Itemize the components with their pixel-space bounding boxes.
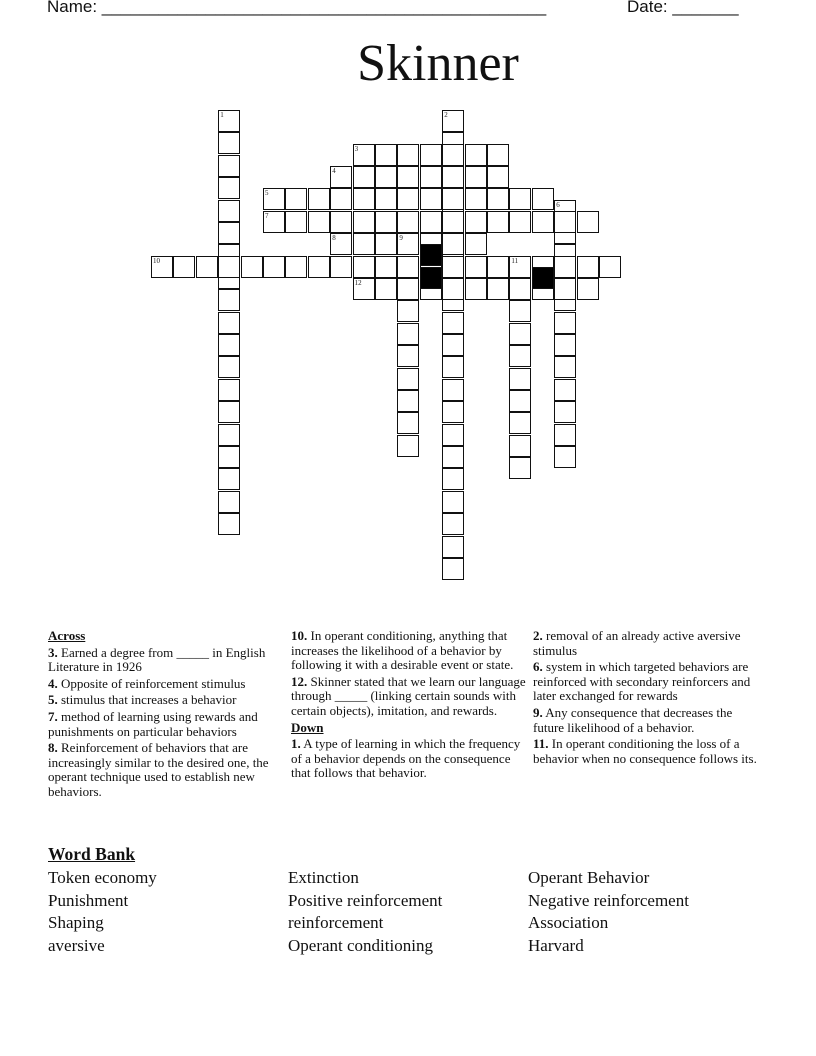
clue-number: 9 xyxy=(399,234,403,243)
grid-cell[interactable] xyxy=(218,155,240,177)
grid-cell[interactable] xyxy=(173,256,195,278)
word-bank-item: Positive reinforcement xyxy=(288,890,443,910)
grid-cell[interactable] xyxy=(487,166,509,188)
clue-number: 4 xyxy=(332,167,336,175)
grid-cell[interactable] xyxy=(442,379,464,401)
clue-number: 10 xyxy=(153,256,160,265)
grid-cell[interactable] xyxy=(509,412,531,434)
grid-cell[interactable] xyxy=(375,211,397,233)
word-bank-item: Extinction xyxy=(288,868,359,887)
grid-cell[interactable] xyxy=(353,256,375,278)
grid-cell[interactable] xyxy=(375,166,397,188)
grid-cell[interactable] xyxy=(554,211,576,233)
clue-number: 6 xyxy=(556,200,560,209)
word-bank-item: Harvard xyxy=(528,936,584,956)
clue-across-8: 8. Reinforcement of behaviors that are increasingly similar to the desired one, the operant technique used to establish new behaviors. xyxy=(48,740,269,799)
grid-cell[interactable] xyxy=(397,188,419,210)
grid-cell[interactable] xyxy=(465,188,487,210)
grid-cell[interactable] xyxy=(442,110,464,132)
grid-cell[interactable] xyxy=(263,256,285,278)
word-bank-column-3 xyxy=(528,867,689,958)
grid-cell[interactable] xyxy=(218,222,240,244)
grid-cell[interactable] xyxy=(397,323,419,345)
clue-across-5: 5. stimulus that increases a behavior xyxy=(48,692,237,708)
grid-cell[interactable] xyxy=(554,278,576,300)
grid-cell[interactable] xyxy=(442,278,464,300)
down-heading: Down xyxy=(291,719,324,735)
grid-cell[interactable] xyxy=(397,144,419,166)
grid-cell[interactable] xyxy=(509,323,531,345)
grid-cell[interactable] xyxy=(397,435,419,457)
grid-cell[interactable] xyxy=(218,334,240,356)
grid-cell[interactable] xyxy=(285,188,307,210)
grid-cell[interactable] xyxy=(465,233,487,255)
word-bank-item: Operant Behavior xyxy=(528,868,650,887)
grid-cell[interactable] xyxy=(442,256,464,278)
clue-down-1: 1. A type of learning in which the frequency of a behavior depends on the consequence that follows that behavior. xyxy=(291,736,521,781)
grid-cell[interactable] xyxy=(353,278,375,300)
grid-cell[interactable] xyxy=(532,211,554,233)
grid-cell[interactable] xyxy=(465,166,487,188)
grid-cell[interactable] xyxy=(442,446,464,468)
grid-cell[interactable] xyxy=(554,312,576,334)
grid-cell[interactable] xyxy=(554,256,576,278)
grid-cell[interactable] xyxy=(218,424,240,446)
clue-number: 2 xyxy=(444,111,448,119)
grid-cell[interactable] xyxy=(465,256,487,278)
grid-cell[interactable] xyxy=(397,256,419,278)
clues-column-2 xyxy=(291,629,527,783)
word-bank-item: Token economy xyxy=(48,868,157,887)
grid-cell[interactable] xyxy=(442,166,464,188)
clue-across-4: 4. Opposite of reinforcement stimulus xyxy=(48,675,246,691)
grid-cell[interactable] xyxy=(509,457,531,479)
clue-down-6: 6. system in which targeted behaviors are reinforced with secondary reinforcers and later exchanged for rewards xyxy=(533,659,751,704)
grid-cell[interactable] xyxy=(397,211,419,233)
grid-cell[interactable] xyxy=(397,300,419,322)
grid-cell[interactable] xyxy=(554,424,576,446)
grid-cell[interactable] xyxy=(442,468,464,490)
clue-number: 8 xyxy=(332,234,336,243)
clue-number: 3 xyxy=(354,144,359,153)
grid-cell[interactable] xyxy=(554,334,576,356)
grid-cell[interactable] xyxy=(375,188,397,210)
puzzle-title: Skinner xyxy=(357,35,519,92)
grid-cell[interactable] xyxy=(218,513,240,535)
grid-cell[interactable] xyxy=(218,401,240,423)
grid-cell[interactable] xyxy=(397,278,419,300)
grid-cell[interactable] xyxy=(442,424,464,446)
grid-cell[interactable] xyxy=(487,144,509,166)
clue-down-2: 2. removal of an already active aversive stimulus xyxy=(533,628,741,658)
black-cell xyxy=(420,244,442,266)
grid-cell[interactable] xyxy=(487,256,509,278)
grid-cell[interactable] xyxy=(420,211,442,233)
grid-cell[interactable] xyxy=(509,368,531,390)
grid-cell[interactable] xyxy=(509,300,531,322)
grid-cell[interactable] xyxy=(442,401,464,423)
grid-cell[interactable] xyxy=(218,491,240,513)
grid-cell[interactable] xyxy=(442,558,464,580)
grid-cell[interactable] xyxy=(554,379,576,401)
black-cell xyxy=(420,267,442,289)
grid-cell[interactable] xyxy=(218,379,240,401)
clue-across-12: 12. Skinner stated that we learn our language through _____ (linking certain sounds with certain objects), imitation, and rewards. xyxy=(291,673,526,718)
clue-across-3: 3. Earned a degree from _____ in English Literature in 1926 xyxy=(48,644,266,675)
grid-cell[interactable] xyxy=(442,211,464,233)
clue-number: 11 xyxy=(511,256,519,265)
grid-cell[interactable] xyxy=(397,412,419,434)
grid-cell[interactable] xyxy=(599,256,621,278)
grid-cell[interactable] xyxy=(218,468,240,490)
grid-cell[interactable] xyxy=(577,278,599,300)
grid-cell[interactable] xyxy=(330,256,352,278)
grid-cell[interactable] xyxy=(397,390,419,412)
grid-cell[interactable] xyxy=(509,278,531,300)
clue-down-9: 9. Any consequence that decreases the future likelihood of a behavior. xyxy=(533,704,733,735)
grid-cell[interactable] xyxy=(577,256,599,278)
grid-cell[interactable] xyxy=(442,144,464,166)
word-bank-item: aversive xyxy=(48,936,105,956)
word-bank-column-2 xyxy=(288,867,442,958)
grid-cell[interactable] xyxy=(442,233,464,255)
grid-cell[interactable] xyxy=(487,188,509,210)
grid-cell[interactable] xyxy=(353,188,375,210)
grid-cell[interactable] xyxy=(397,368,419,390)
clue-number: 1 xyxy=(220,111,224,119)
grid-cell[interactable] xyxy=(353,166,375,188)
grid-cell[interactable] xyxy=(420,166,442,188)
grid-cell[interactable] xyxy=(487,278,509,300)
grid-cell[interactable] xyxy=(509,390,531,412)
grid-cell[interactable] xyxy=(577,211,599,233)
grid-cell[interactable] xyxy=(330,211,352,233)
grid-cell[interactable] xyxy=(218,110,240,132)
name-field[interactable]: Name: _______________________________________________ xyxy=(47,0,547,16)
grid-cell[interactable] xyxy=(241,256,263,278)
word-bank-title: Word Bank xyxy=(48,844,136,864)
grid-cell[interactable] xyxy=(375,278,397,300)
across-heading: Across xyxy=(48,628,86,643)
grid-cell[interactable] xyxy=(353,144,375,166)
grid-cell[interactable] xyxy=(442,491,464,513)
black-cell xyxy=(532,267,554,289)
grid-cell[interactable] xyxy=(509,435,531,457)
grid-cell[interactable] xyxy=(263,188,285,210)
grid-cell[interactable] xyxy=(330,188,352,210)
grid-cell[interactable] xyxy=(308,188,330,210)
grid-cell[interactable] xyxy=(151,256,173,278)
grid-cell[interactable] xyxy=(442,312,464,334)
grid-cell[interactable] xyxy=(375,233,397,255)
clues-column-1 xyxy=(48,629,284,802)
word-bank-column-1 xyxy=(48,867,157,958)
grid-cell[interactable] xyxy=(218,256,240,278)
grid-cell[interactable] xyxy=(554,446,576,468)
grid-cell[interactable] xyxy=(285,211,307,233)
grid-cell[interactable] xyxy=(509,211,531,233)
grid-cell[interactable] xyxy=(397,166,419,188)
grid-cell[interactable] xyxy=(330,233,352,255)
grid-cell[interactable] xyxy=(263,211,285,233)
grid-cell[interactable] xyxy=(375,144,397,166)
word-bank-item: Association xyxy=(528,913,609,933)
grid-cell[interactable] xyxy=(442,356,464,378)
grid-cell[interactable] xyxy=(509,188,531,210)
clue-number: 5 xyxy=(265,189,269,198)
grid-cell[interactable] xyxy=(397,233,419,255)
grid-cell[interactable] xyxy=(218,289,240,311)
word-bank-item: reinforcement xyxy=(288,913,384,933)
grid-cell[interactable] xyxy=(554,356,576,378)
grid-cell[interactable] xyxy=(330,166,352,188)
grid-cell[interactable] xyxy=(442,536,464,558)
grid-cell[interactable] xyxy=(487,211,509,233)
grid-cell[interactable] xyxy=(218,356,240,378)
date-field[interactable]: Date: _______ xyxy=(627,0,739,16)
clue-down-11: 11. In operant conditioning the loss of a behavior when no consequence follows its. xyxy=(533,736,757,766)
clue-number: 12 xyxy=(354,279,362,287)
grid-cell[interactable] xyxy=(218,446,240,468)
clue-across-10: 10. In operant conditioning, anything that increases the likelihood of a behavior by following it with a desirable event or state. xyxy=(291,628,514,673)
grid-cell[interactable] xyxy=(465,144,487,166)
word-bank-item: Punishment xyxy=(48,890,129,910)
grid-cell[interactable] xyxy=(442,188,464,210)
word-bank-item: Shaping xyxy=(48,913,104,933)
grid-cell[interactable] xyxy=(218,177,240,199)
grid-cell[interactable] xyxy=(308,211,330,233)
grid-cell[interactable] xyxy=(308,256,330,278)
grid-cell[interactable] xyxy=(532,188,554,210)
grid-cell[interactable] xyxy=(465,211,487,233)
grid-cell[interactable] xyxy=(285,256,307,278)
grid-cell[interactable] xyxy=(397,345,419,367)
clue-number: 7 xyxy=(265,211,269,220)
grid-cell[interactable] xyxy=(218,200,240,222)
clue-across-7: 7. method of learning using rewards and punishments on particular behaviors xyxy=(48,708,258,739)
grid-cell[interactable] xyxy=(420,144,442,166)
clues-column-3 xyxy=(533,629,757,768)
grid-cell[interactable] xyxy=(218,132,240,154)
grid-cell[interactable] xyxy=(353,233,375,255)
grid-cell[interactable] xyxy=(442,334,464,356)
word-bank-item: Operant conditioning xyxy=(288,936,433,956)
grid-cell[interactable] xyxy=(353,211,375,233)
word-bank-item: Negative reinforcement xyxy=(528,890,689,910)
grid-cell[interactable] xyxy=(554,401,576,423)
grid-cell[interactable] xyxy=(442,513,464,535)
grid-cell[interactable] xyxy=(509,256,531,278)
grid-cell[interactable] xyxy=(465,278,487,300)
grid-cell[interactable] xyxy=(509,345,531,367)
grid-cell[interactable] xyxy=(218,312,240,334)
grid-cell[interactable] xyxy=(375,256,397,278)
grid-cell[interactable] xyxy=(196,256,218,278)
grid-cell[interactable] xyxy=(420,188,442,210)
